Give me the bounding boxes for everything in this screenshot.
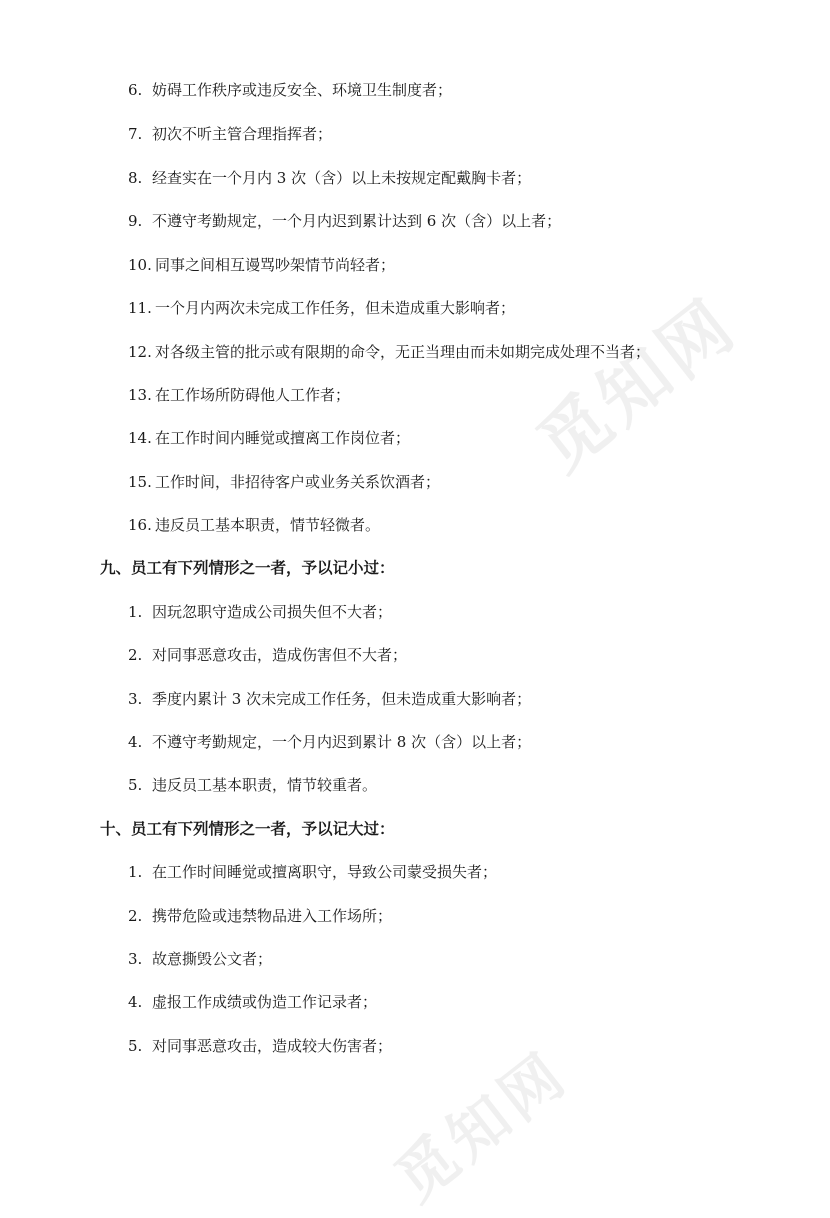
list-item: 12. 对各级主管的批示或有限期的命令，无正当理由而未如期完成处理不当者；: [128, 343, 651, 361]
list-item: 6. 妨碍工作秩序或违反安全、环境卫生制度者；: [128, 81, 453, 99]
list-item: 5. 违反员工基本职责，情节较重者。: [128, 776, 378, 794]
list-item: 10. 同事之间相互谩骂吵架情节尚轻者；: [128, 256, 396, 274]
list-item: 5. 对同事恶意攻击，造成较大伤害者；: [128, 1037, 393, 1055]
list-item: 16. 违反员工基本职责，情节轻微者。: [128, 516, 381, 534]
list-item: 14. 在工作时间内睡觉或擅离工作岗位者；: [128, 429, 411, 447]
list-item: 11. 一个月内两次未完成工作任务，但未造成重大影响者；: [128, 299, 516, 317]
list-item: 3. 故意撕毁公文者；: [128, 950, 273, 968]
watermark: 觅知网: [522, 282, 753, 488]
list-item: 2. 携带危险或违禁物品进入工作场所；: [128, 907, 393, 925]
list-item: 8. 经查实在一个月内 3 次（含）以上未按规定配戴胸卡者；: [128, 169, 532, 187]
list-item: 13. 在工作场所防碍他人工作者；: [128, 386, 351, 404]
list-item: 4. 不遵守考勤规定，一个月内迟到累计 8 次（含）以上者；: [128, 733, 532, 751]
list-item: 3. 季度内累计 3 次未完成工作任务，但未造成重大影响者；: [128, 690, 532, 708]
list-item: 15. 工作时间，非招待客户或业务关系饮酒者；: [128, 473, 441, 491]
list-item: 1. 因玩忽职守造成公司损失但不大者；: [128, 603, 393, 621]
list-item: 4. 虚报工作成绩或伪造工作记录者；: [128, 993, 378, 1011]
section-heading: 十、员工有下列情形之一者，予以记大过：: [100, 820, 395, 838]
section-heading: 九、员工有下列情形之一者，予以记小过：: [100, 559, 395, 577]
list-item: 9. 不遵守考勤规定，一个月内迟到累计达到 6 次（含）以上者；: [128, 212, 562, 230]
watermark: 觅知网: [382, 1038, 582, 1216]
list-item: 1. 在工作时间睡觉或擅离职守，导致公司蒙受损失者；: [128, 863, 498, 881]
list-item: 2. 对同事恶意攻击，造成伤害但不大者；: [128, 646, 408, 664]
list-item: 7. 初次不听主管合理指挥者；: [128, 125, 333, 143]
